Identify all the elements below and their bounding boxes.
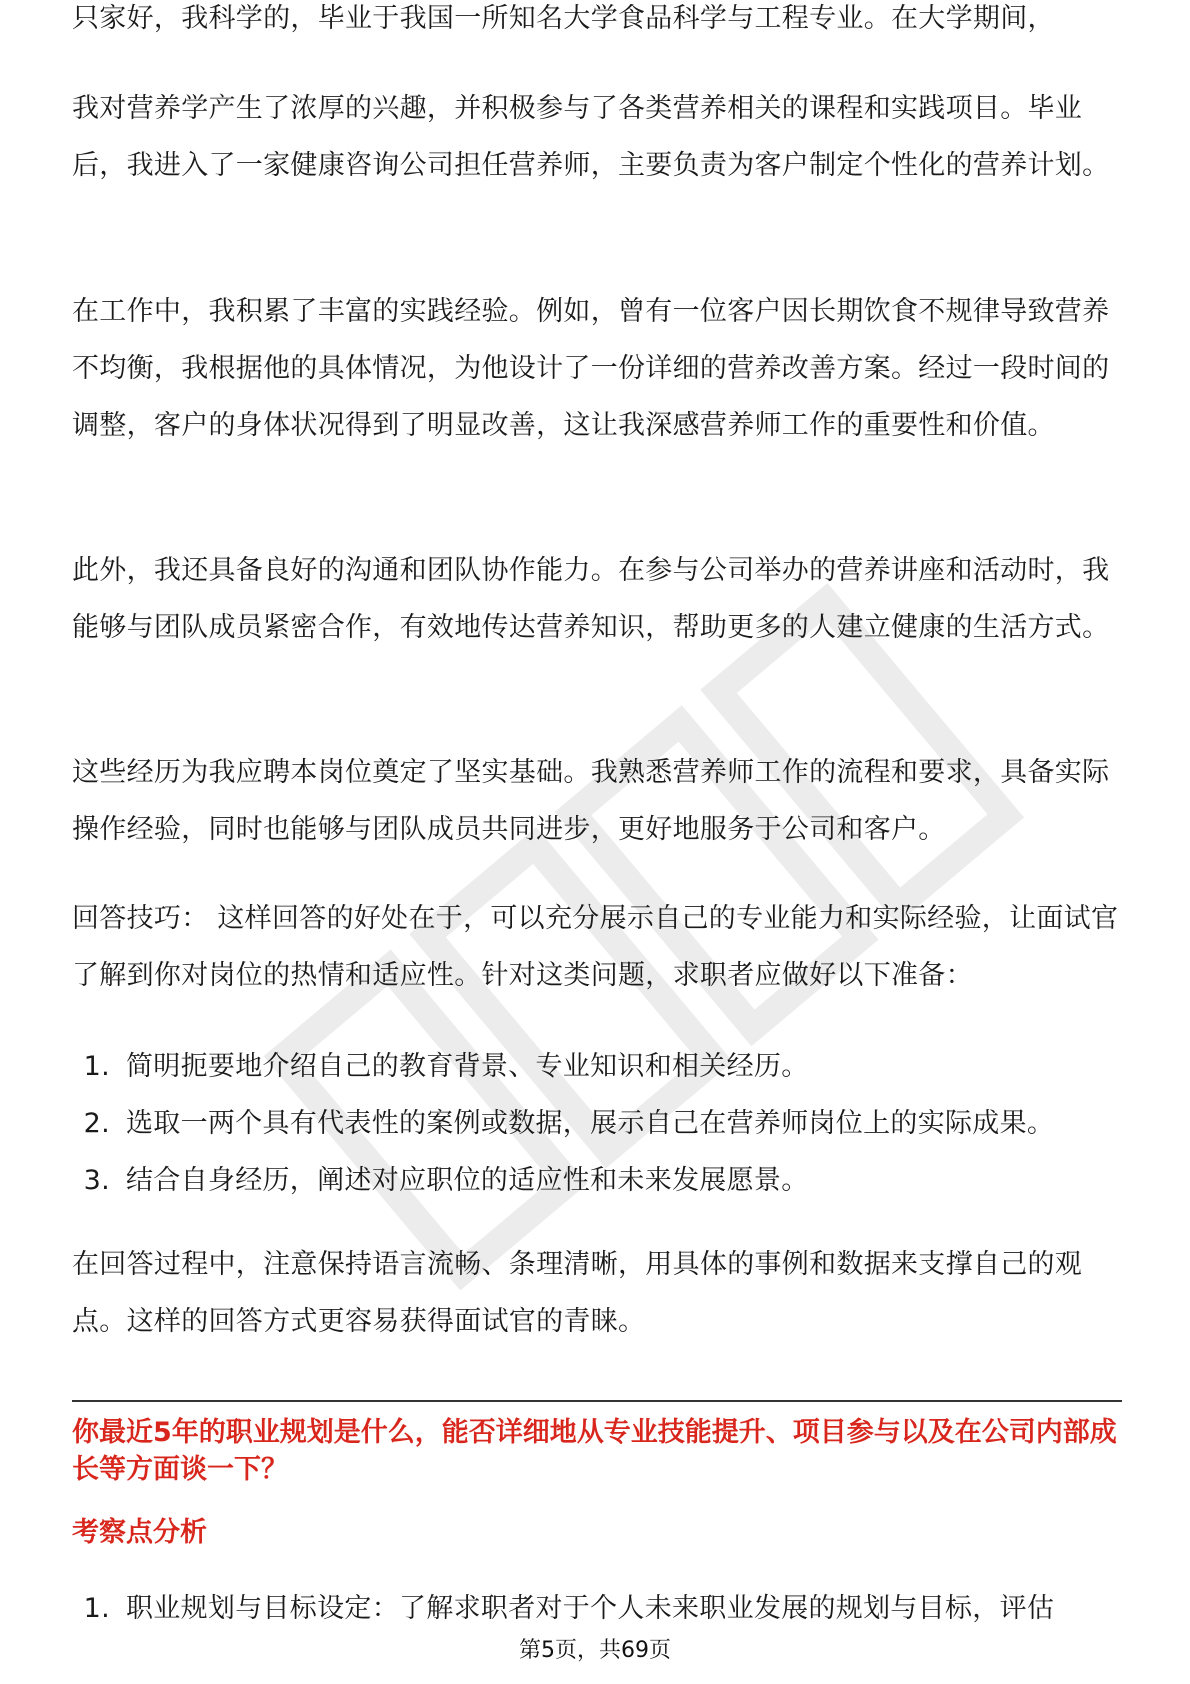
list-text: 结合自身经历，阐述对应职位的适应性和未来发展愿景。 [126,1165,809,1196]
list-text: 选取一两个具有代表性的案例或数据，展示自己在营养师岗位上的实际成果。 [126,1108,1055,1139]
analysis-list [72,1580,1122,1628]
paragraph-education: 我对营养学产生了浓厚的兴趣，并积极参与了各类营养相关的课程和实践项目。毕业后，我进入了一家健康咨询公司担任营养师，主要负责为客户制定个性化的营养计划。 [72,93,1110,181]
tips-list [72,1038,1054,1209]
paragraph-closing: 在回答过程中，注意保持语言流畅、条理清晰，用具体的事例和数据来支撑自己的观点。这样的回答方式更容易获得面试官的青睐。 [72,1249,1083,1337]
list-text: 职业规划与目标设定：了解求职者对于个人未来职业发展的规划与目标，评估 [126,1593,1055,1624]
list-item [72,1095,1054,1152]
list-text: 简明扼要地介绍自己的教育背景、专业知识和相关经历。 [126,1051,809,1082]
list-item [72,1038,1054,1095]
analysis-heading: 考察点分析 [72,1517,207,1548]
list-number: 1. [83,1593,110,1624]
paragraph-teamwork: 此外，我还具备良好的沟通和团队协作能力。在参与公司举办的营养讲座和活动时，我能够与团队成员紧密合作，有效地传达营养知识，帮助更多的人建立健康的生活方式。 [72,555,1110,643]
list-item [72,1152,1054,1209]
page-footer: 第5页，共69页 [519,1638,671,1663]
cut-off-top-line: 只家好，我科学的，毕业于我国一所知名大学食品科学与工程专业。在大学期间， [72,3,1055,34]
paragraph-foundation: 这些经历为我应聘本岗位奠定了坚实基础。我熟悉营养师工作的流程和要求，具备实际操作经验，同时也能够与团队成员共同进步，更好地服务于公司和客户。 [72,757,1110,845]
section-divider [72,1400,1122,1402]
paragraph-work-experience: 在工作中，我积累了丰富的实践经验。例如，曾有一位客户因长期饮食不规律导致营养不均衡，我根据他的具体情况，为他设计了一份详细的营养改善方案。经过一段时间的调整，客户的身体状况得到了明显改善，这让我深感营养师工作的重要性和价值。 [72,296,1110,441]
paragraph-answer-tips: 回答技巧： 这样回答的好处在于，可以充分展示自己的专业能力和实际经验，让面试官了解到你对岗位的热情和适应性。针对这类问题，求职者应做好以下准备： [72,903,1119,991]
question-heading: 你最近5年的职业规划是什么，能否详细地从专业技能提升、项目参与以及在公司内部成长等方面谈一下？ [72,1417,1117,1485]
list-number: 2. [83,1108,110,1139]
list-number: 3. [83,1165,110,1196]
list-number: 1. [83,1051,110,1082]
list-item [72,1580,1122,1637]
